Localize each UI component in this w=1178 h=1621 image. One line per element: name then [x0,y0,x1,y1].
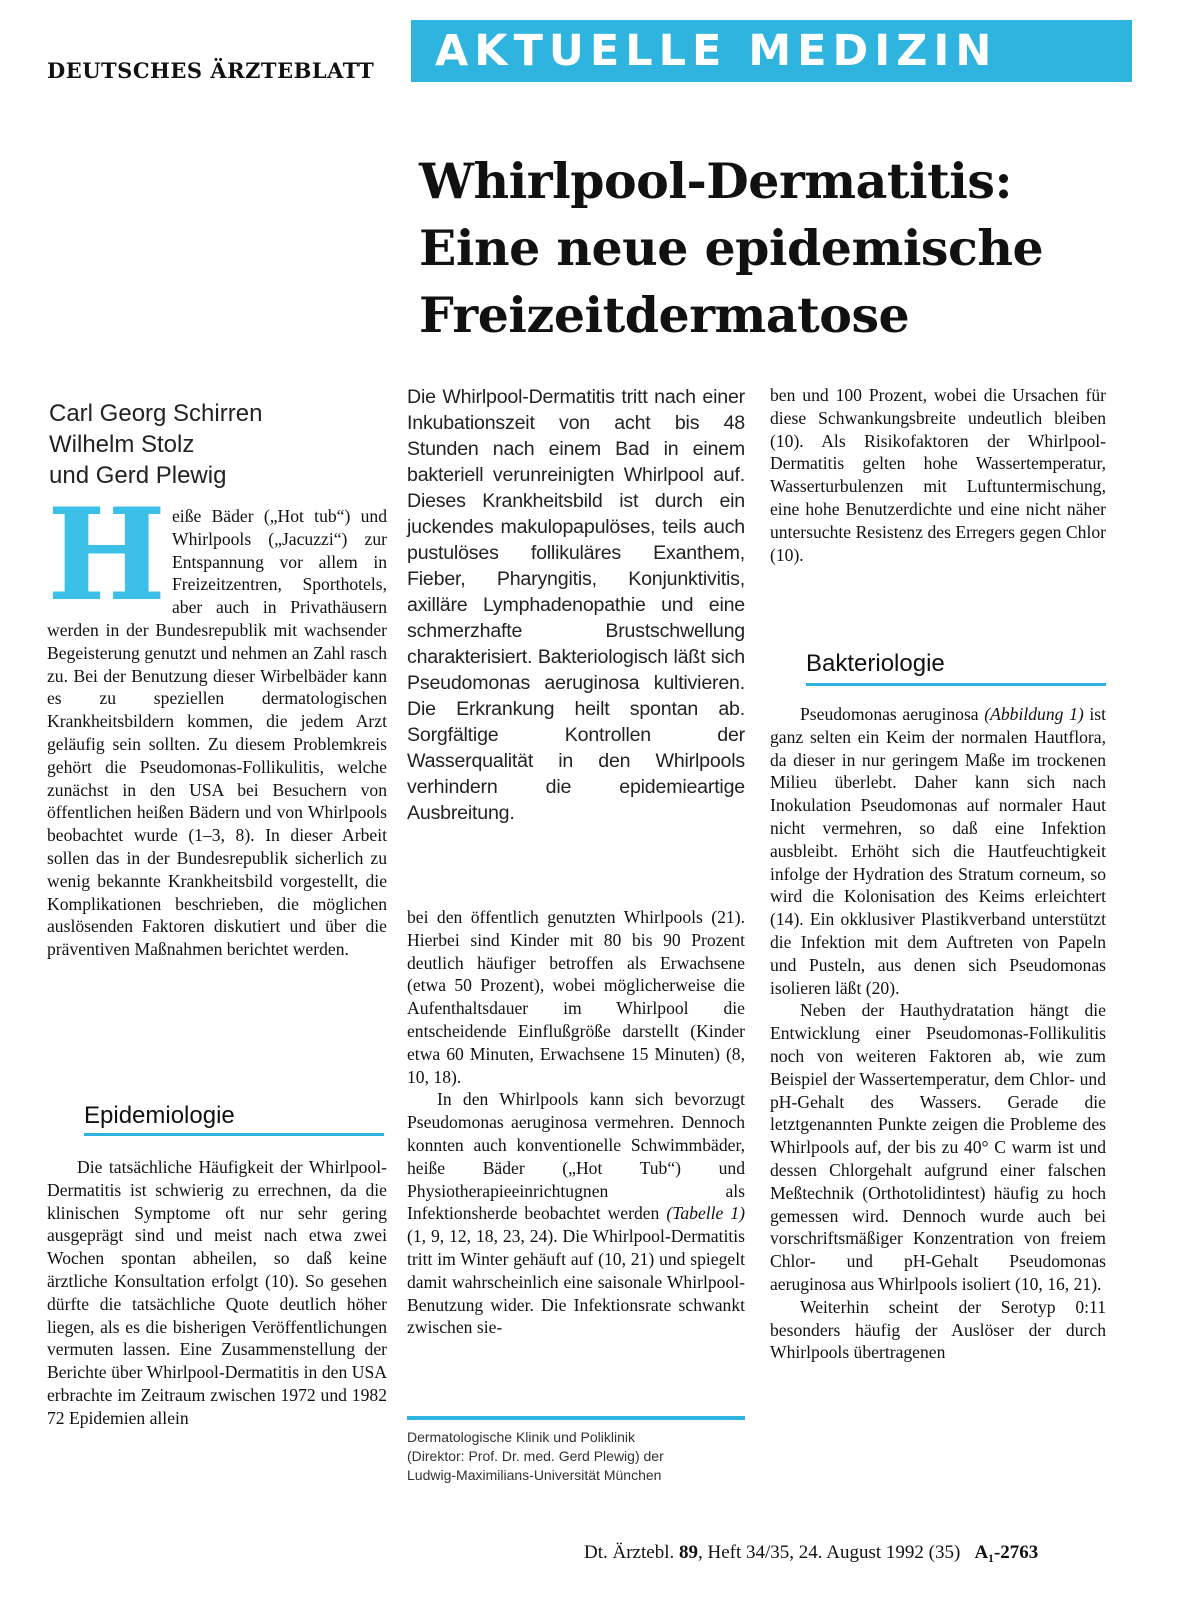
text-span: Pseudomonas aeruginosa [800,704,979,724]
bakteriologie-paragraph-2: Neben der Hauthydratation hängt die Entwicklung einer Pseudomonas-Follikulitis noch von weiteren Faktoren ab, wie zum Beispiel der Wassertemperatur, dem Chlor- und pH-Gehalt des Wassers. Gerade die letztgenannten Punkte zeigen die Probleme des Whirlpools auf, der bis zu 40° C warm ist und dessen Chlorgehalt aufgrund einer falschen Meßtechnik (Orthotolidintest) häufig zu hoch gemessen wird. Dennoch wurde auch bei vorschriftsmäßiger Konzentration von freiem Chlor- und pH-Gehalt Pseudomonas aeruginosa aus Whirlpools isoliert (10, 16, 21). [770,1000,1106,1294]
section-banner: AKTUELLE MEDIZIN [411,20,1132,82]
footnote-line-1: Dermatologische Klinik und Poliklinik [407,1429,635,1445]
dropcap: H [47,481,167,629]
epidemiologie-continued-2 [770,384,1106,566]
summary-paragraph: Die Whirlpool-Dermatitis tritt nach einer Inkubationszeit von acht bis 48 Stunden nach einem Bad in einem bakteriell verunreinigten Whirlpool auf. Dieses Krankheitsbild ist durch ein juckendes makulopapulöses, teils auch pustulöses follikuläres Exanthem, Fieber, Pharyngitis, Konjunktivitis, axilläre Lymphadenopathie und eine schmerzhafte Brustschwellung charakterisiert. Bakteriologisch läßt sich Pseudomonas aeruginosa kultivieren. Die Erkrankung heilt spontan ab. Sorgfältige Kontrollen der Wasserqualität in den Whirlpools verhindern die epidemieartige Ausbreitung. [407,386,745,824]
bakteriologie-text [770,703,1106,1364]
heading-bakteriologie: Bakteriologie [806,650,945,677]
heading-rule [806,683,1106,686]
author-line-1: Carl Georg Schirren [49,400,263,427]
text-span: (1, 9, 12, 18, 23, 24). Die Whirlpool-Dermatitis tritt im Winter gehäuft auf (10, 21) und spiegelt damit wahrscheinlich eine saisonale Whirlpool-Benutzung wider. Die Infektionsrate schwankt zwischen sie- [407,1226,745,1338]
figure-reference: (Abbildung 1) [984,704,1084,724]
author-line-2: Wilhelm Stolz [49,431,195,458]
title-line-1: Whirlpool-Dermatitis: [419,152,1013,210]
text-span: ist ganz selten ein Keim der normalen Hautflora, da dieser in nur geringem Maße im trockenen Milieu überlebt. Daher kann sich nach Inokulation Pseudomonas auf normaler Haut nicht vermehren, so daß eine Infektion ausbleibt. Erhöht sich die Hautfeuchtigkeit infolge der Hydration des Stratum corneum, so wird die Kolonisation des Keims erleichtert (14). Ein okklusiver Plastikverband unterstützt die Infektion mit dem Auftreten von Papeln und Pusteln, aus denen sich Pseudomonas isolieren läßt (20). [770,704,1106,998]
citation-volume: 89 [678,1542,698,1563]
article-title [419,148,1159,349]
author-list [49,398,262,491]
footnote-line-2: (Direktor: Prof. Dr. med. Gerd Plewig) der [407,1448,664,1464]
affiliation-footnote [407,1428,745,1485]
epidemiologie-continued [407,906,745,1339]
title-line-2: Eine neue epidemische [419,219,1044,277]
summary-text [407,384,745,826]
epidemiologie-paragraph-1-cont: bei den öffentlich genutzten Whirlpools (21). Hierbei sind Kinder mit 80 bis 90 Prozent deutlich häufiger betroffen als Erwachsene (etwa 50 Prozent), wobei möglicherweise die Aufenthaltsdauer im Whirlpool die entscheidende Einflußgröße darstellt (Kinder etwa 60 Minuten, Erwachsene 15 Minuten) (8, 10, 18). [407,907,745,1087]
bakteriologie-paragraph-3: Weiterhin scheint der Serotyp 0:11 besonders häufig der Auslöser der durch Whirlpools übertragenen [770,1296,1106,1363]
footnote-rule [407,1416,745,1420]
epidemiologie-paragraph-1: Die tatsächliche Häufigkeit der Whirlpool-Dermatitis ist schwierig zu errechnen, da die klinischen Symptome oft nur sehr gering ausgeprägt sind und meist nach etwa zwei Wochen spontan abheilen, so daß keine ärztliche Konsultation erfolgt (10). So gesehen dürfte die tatsächliche Quote deutlich höher liegen, als es die bisherigen Veröffentlichungen vermuten lassen. Eine Zusammenstellung der Berichte über Whirlpool-Dermatitis in den USA erbrachte im Zeitraum zwischen 1972 und 1982 72 Epidemien allein [47,1157,387,1428]
heading-rule [84,1133,384,1136]
epidemiologie-paragraph-2 [407,1088,745,1339]
intro-paragraph: eiße Bäder („Hot tub“) und Whirlpools („Jacuzzi“) zur Entspannung vor allem in Freizeitzentren, Sporthotels, aber auch in Privathäusern werden in der Bundesrepublik mit wachsender Begeisterung genutzt und nehmen an Zahl rasch zu. Bei der Benutzung dieser Wirbelbäder kann es zu speziellen dermatologischen Krankheitsbildern kommen, die jedem Arzt geläufig sein sollten. Zu diesem Problemkreis gehört die Pseudomonas-Follikulitis, welche zunächst in den USA bei Besuchern von öffentlichen heißen Bädern und von Whirlpools beobachtet wurde (1–3, 8). In dieser Arbeit sollen das in der Bundesrepublik sicherlich zu wenig bekannte Krankheitsbild vorgestellt, die Komplikationen beschrieben, die möglichen auslösenden Faktoren diskutiert und über die präventiven Maßnahmen berichtet werden. [47,506,387,960]
text-span: In den Whirlpools kann sich bevorzugt Pseudomonas aeruginosa vermehren. Dennoch konnten auch konventionelle Schwimmbäder, heiße Bäder („Hot Tub“) und Physiotherapieeinrichtugnen als Infektionsherde beobachtet werden [407,1089,745,1224]
citation-journal: Dt. Ärztebl. [584,1542,675,1563]
table-reference: (Tabelle 1) [666,1203,745,1224]
page-citation [584,1542,1038,1564]
title-line-3: Freizeitdermatose [419,286,910,344]
journal-name: DEUTSCHES ÄRZTEBLATT [47,58,375,83]
footnote-line-3: Ludwig-Maximilians-Universität München [407,1467,662,1483]
citation-issue: , Heft 34/35, 24. August 1992 (35) [697,1542,961,1563]
heading-epidemiologie: Epidemiologie [84,1102,235,1129]
citation-page: A₁-2763 [974,1542,1039,1563]
bakteriologie-paragraph-1 [770,703,1106,999]
intro-text [47,481,387,961]
epidemiologie-paragraph-2-cont: ben und 100 Prozent, wobei die Ursachen für diese Schwankungsbreite undeutlich bleiben (10). Als Risikofaktoren der Whirlpool-Dermatitis gelten hohe Wassertemperatur, Wasserturbulenzen mit Luftuntermischung, eine hohe Benutzerdichte und eine nicht näher untersuchte Resistenz des Erregers gegen Chlor (10). [770,385,1106,565]
epidemiologie-text [47,1156,387,1430]
author-line-3: und Gerd Plewig [49,462,227,489]
